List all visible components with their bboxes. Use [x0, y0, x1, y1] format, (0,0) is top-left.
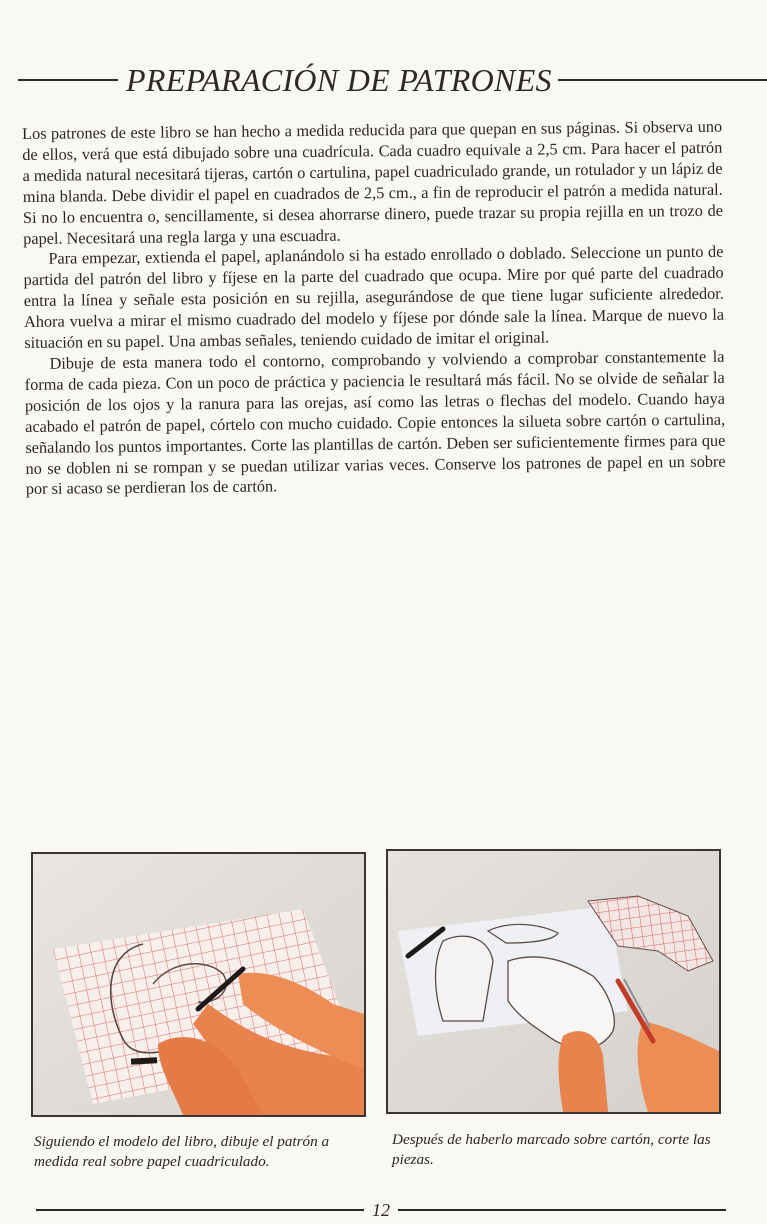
paragraph-2: Para empezar, extienda el papel, aplanándolo si ha estado enrollado o doblado. Seleccione un punto de partida del patrón del libro y fíjese en la parte del cuadrado que ocupa. Mire por qué parte del cuadrado entra la línea y señale esta posición en su rejilla, asegurándose de que tiene lugar suficiente alrededor. Ahora vuelva a mirar el mismo cuadrado del modelo y fíjese por dónde sale la línea. Marque de nuevo la situación en su papel. Una ambas señales, teniendo cuidado de imitar el original.	[23, 242, 725, 353]
photo-cutting-pieces-image	[388, 851, 719, 1112]
footer-rule-right	[398, 1209, 726, 1211]
photo-cutting-pieces	[386, 849, 721, 1114]
paragraph-3: Dibuje de esta manera todo el contorno, comprobando y volviendo a comprobar constantemente la forma de cada pieza. Con un poco de práctica y paciencia le resultará más fácil. No se olvide de señalar la posición de los ojos y la ranura para las orejas, así como las letras o flechas del modelo. Cuando haya acabado el patrón de papel, córtelo con mucho cuidado. Copie entonces la silueta sobre cartón o cartulina, señalando los puntos importantes. Corte las plantillas de cartón. Deben ser suficientemente firmes para que no se doblen ni se rompan y se puedan utilizar varias veces. Conserve los patrones de papel en un sobre por si acaso se perdieran los de cartón.	[24, 346, 726, 499]
heading-row	[18, 58, 767, 102]
page-number: 12	[372, 1199, 390, 1220]
page-title: PREPARACIÓN DE PATRONES	[126, 61, 552, 98]
photo-drawing-pattern	[31, 852, 366, 1117]
caption-left: Siguiendo el modelo del libro, dibuje el patrón a medida real sobre papel cuadriculado.	[34, 1133, 330, 1170]
heading-rule-right	[558, 79, 767, 81]
photo-drawing-pattern-image	[33, 854, 364, 1115]
heading-rule-left	[18, 79, 118, 81]
body-text	[22, 117, 726, 501]
caption-right: Después de haberlo marcado sobre cartón, corte las piezas.	[392, 1131, 711, 1168]
page-footer	[36, 1198, 726, 1222]
footer-rule-left	[36, 1209, 364, 1211]
paragraph-1: Los patrones de este libro se han hecho a medida reducida para que quepan en sus páginas. Si observa uno de ellos, verá que está dibujado sobre una cuadrícula. Cada cuadro equivale a 2,5 cm. Para hacer el patrón a medida natural necesitará tijeras, cartón o cartulina, papel cuadriculado grande, un rotulador y un lápiz de mina blanda. Debe dividir el papel en cuadrados de 2,5 cm., a fin de reproducir el patrón a medida natural. Si no lo encuentra o, sencillamente, si desea ahorrarse dinero, puede trazar su propia rejilla en un trozo de papel. Necesitará una regla larga y una escuadra.	[22, 116, 724, 248]
